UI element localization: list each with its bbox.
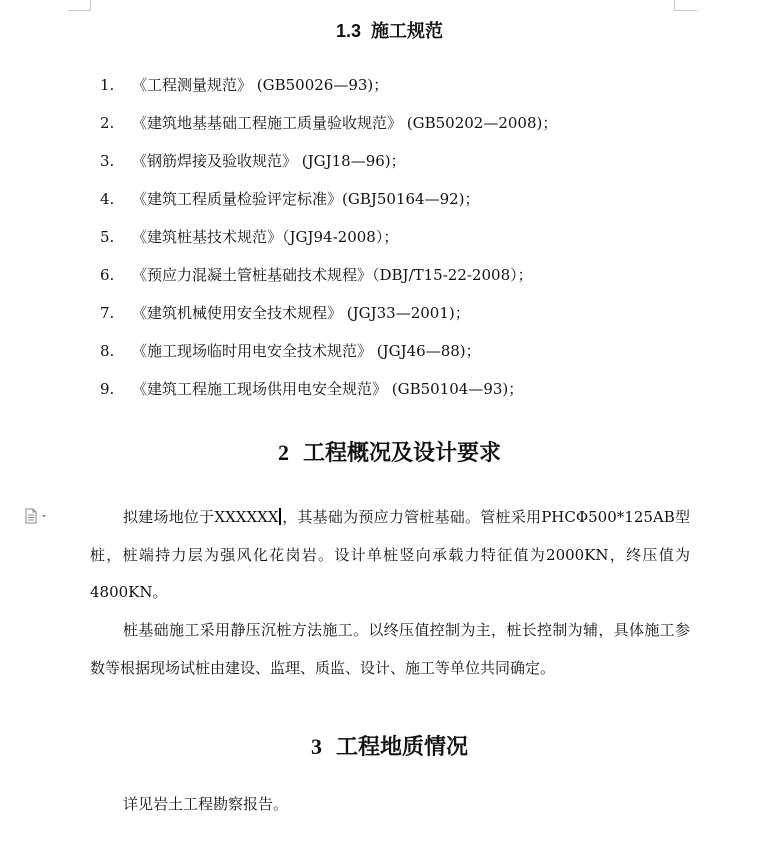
document-paragraph-icon[interactable] <box>24 508 50 524</box>
list-item <box>100 186 557 224</box>
list-item <box>100 72 557 110</box>
section-2-number: 2 <box>277 440 289 465</box>
list-item-number: 7. <box>100 304 115 322</box>
list-item-number: 5. <box>100 228 115 246</box>
list-item-text: 《预应力混凝土管桩基础技术规程》（DBJ/T15-22-2008）； <box>132 266 533 284</box>
section-3-heading <box>0 732 779 762</box>
section-2-title: 工程概况及设计要求 <box>302 440 501 466</box>
list-item <box>100 262 557 300</box>
section-1-3-heading <box>0 18 779 45</box>
list-item-number: 4. <box>100 190 115 208</box>
list-item <box>100 376 557 414</box>
list-item-text: 《建筑工程施工现场供用电安全规范》 (GB50104—93)； <box>132 380 524 398</box>
list-item <box>100 338 557 376</box>
list-item <box>100 224 557 262</box>
list-item-text: 《建筑工程质量检验评定标准》(GBJ50164—92)； <box>132 190 480 208</box>
list-item <box>100 300 557 338</box>
project-overview-paragraph <box>90 499 690 612</box>
construction-method-paragraph: 桩基础施工采用静压沉桩方法施工。以终压值控制为主，桩长控制为辅，具体施工参数等根据现场试桩由建设、监理、质监、设计、施工等单位共同确定。 <box>90 621 690 677</box>
page-corner-mark-right <box>674 0 697 11</box>
page-corner-mark-left <box>68 0 91 11</box>
paragraph-text-rest: ，其基础为预应力管桩基础。管桩采用PHCΦ500*125AB型桩，桩端持力层为强风化花岗岩。设计单桩竖向承载力特征值为2000KN，终压值为4800KN。 <box>90 508 690 601</box>
list-item-number: 9. <box>100 380 115 398</box>
list-item-number: 3. <box>100 152 115 170</box>
list-item-number: 8. <box>100 342 115 360</box>
list-item-text: 《建筑桩基技术规范》（JGJ94-2008）； <box>132 228 399 246</box>
list-item-text: 《工程测量规范》 (GB50026—93)； <box>132 76 389 94</box>
reference-list <box>100 72 557 414</box>
section-1-3-title: 施工规范 <box>371 21 444 42</box>
section-3-number: 3 <box>310 734 322 759</box>
text-cursor <box>279 508 281 525</box>
list-item-number: 1. <box>100 76 115 94</box>
list-item-text: 《建筑机械使用安全技术规程》 (JGJ33—2001)； <box>132 304 470 322</box>
list-item-text: 《建筑地基基础工程施工质量验收规范》 (GB50202—2008)； <box>132 114 558 132</box>
paragraph-text-start: 拟建场地位于XXXXXX <box>123 508 279 526</box>
list-item <box>100 110 557 148</box>
section-3-title: 工程地质情况 <box>335 734 468 760</box>
list-item-text: 《钢筋焊接及验收规范》 (JGJ18—96)； <box>132 152 406 170</box>
list-item-text: 《施工现场临时用电安全技术规范》 (JGJ46—88)； <box>132 342 481 360</box>
geology-paragraph: 详见岩土工程勘察报告。 <box>123 795 289 813</box>
section-2-heading <box>0 438 779 468</box>
list-item <box>100 148 557 186</box>
section-1-3-number: 1.3 <box>335 21 362 41</box>
list-item-number: 6. <box>100 266 115 284</box>
list-item-number: 2. <box>100 114 115 132</box>
